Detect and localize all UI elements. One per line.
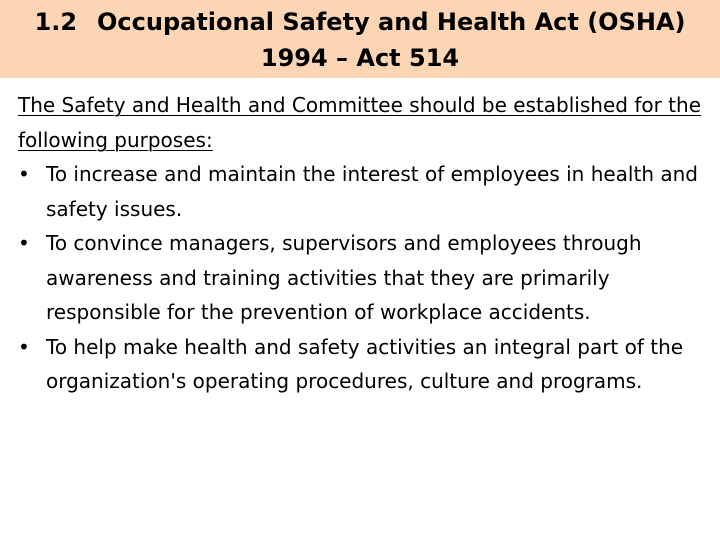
purpose-list bbox=[18, 157, 708, 399]
list-item-text: To increase and maintain the interest of employees in health and safety issues. bbox=[46, 162, 698, 221]
section-number: 1.2 bbox=[34, 8, 78, 36]
slide-title-line-2: 1994 – Act 514 bbox=[260, 44, 460, 72]
bullet-icon: • bbox=[18, 162, 30, 186]
intro-text: The Safety and Health and Committee should be established for the following purposes: bbox=[18, 93, 701, 152]
bullet-icon: • bbox=[18, 231, 30, 255]
list-item bbox=[18, 157, 708, 226]
slide-body bbox=[18, 88, 708, 399]
title-band bbox=[0, 0, 720, 78]
list-item-text: To help make health and safety activities an integral part of the organization's operating procedures, culture and programs. bbox=[46, 334, 684, 393]
title-text: Occupational Safety and Health Act (OSHA) bbox=[97, 8, 686, 36]
slide-title-line-1 bbox=[0, 8, 720, 36]
list-item bbox=[18, 330, 708, 399]
list-item-text: To convince managers, supervisors and employees through awareness and training activities that they are primarily responsible for the prevention of workplace accidents. bbox=[46, 231, 642, 324]
list-item bbox=[18, 226, 708, 330]
bullet-icon: • bbox=[18, 334, 30, 359]
